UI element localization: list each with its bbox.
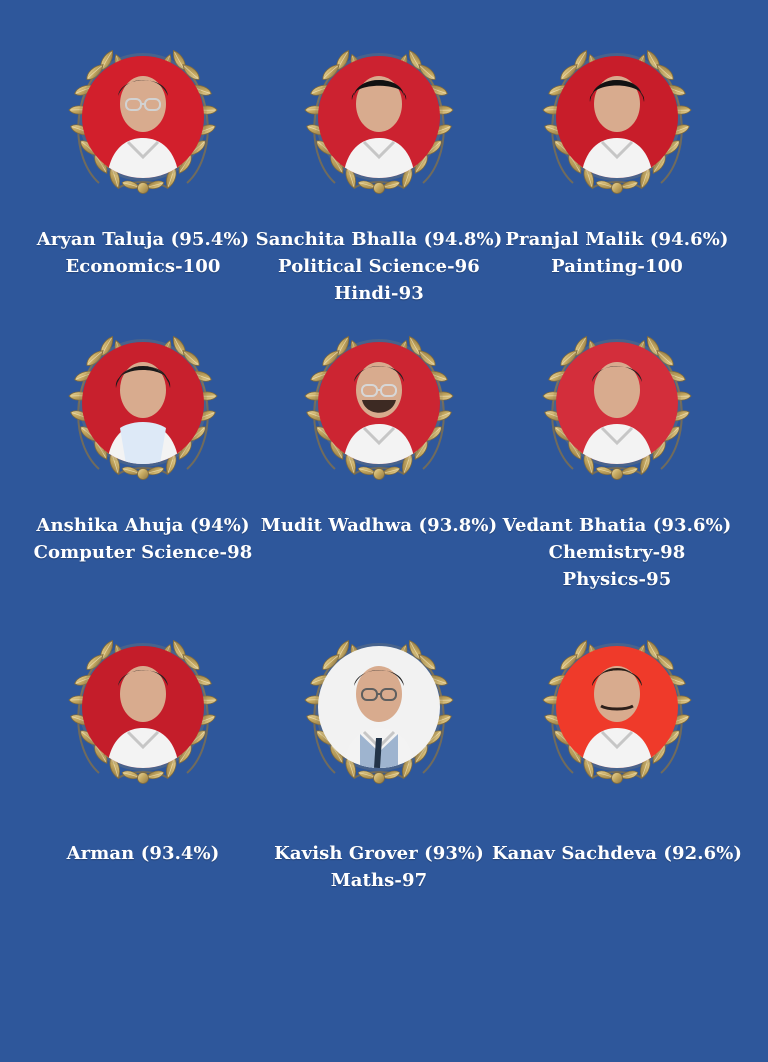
student-subject-score: Hindi-93 xyxy=(334,283,424,304)
student-info xyxy=(489,226,745,280)
student-name-score: Pranjal Malik (94.6%) xyxy=(505,229,729,250)
student-portrait xyxy=(82,56,204,178)
student-card xyxy=(15,628,271,958)
student-info xyxy=(15,512,271,566)
student-name-score: Arman (93.4%) xyxy=(66,843,220,864)
student-name-score: Mudit Wadhwa (93.8%) xyxy=(260,515,498,536)
student-name-score: Aryan Taluja (95.4%) xyxy=(36,229,250,250)
student-card xyxy=(489,324,745,654)
student-subject-score: Chemistry-98 xyxy=(548,542,686,563)
student-name-score: Kavish Grover (93%) xyxy=(274,843,484,864)
student-info xyxy=(251,840,507,894)
laurel-medal xyxy=(289,628,469,798)
laurel-medal xyxy=(527,38,707,208)
student-subject-score: Maths-97 xyxy=(330,870,428,891)
laurel-medal xyxy=(527,628,707,798)
laurel-medal xyxy=(289,324,469,494)
student-name-score: Kanav Sachdeva (92.6%) xyxy=(491,843,743,864)
student-portrait xyxy=(318,342,440,464)
student-portrait xyxy=(82,646,204,768)
student-portrait xyxy=(556,646,678,768)
student-card xyxy=(251,324,507,654)
student-info xyxy=(251,226,507,307)
laurel-medal xyxy=(527,324,707,494)
student-portrait xyxy=(318,646,440,768)
student-subject-score: Political Science-96 xyxy=(278,256,480,277)
student-subject-score: Economics-100 xyxy=(65,256,221,277)
student-card xyxy=(15,324,271,654)
laurel-medal xyxy=(53,628,233,798)
student-card xyxy=(15,38,271,368)
student-card xyxy=(251,628,507,958)
student-info xyxy=(489,840,745,867)
student-info xyxy=(489,512,745,593)
laurel-medal xyxy=(53,324,233,494)
student-info xyxy=(15,226,271,280)
student-name-score: Vedant Bhatia (93.6%) xyxy=(502,515,732,536)
student-portrait xyxy=(82,342,204,464)
student-portrait xyxy=(318,56,440,178)
student-card xyxy=(251,38,507,368)
student-card xyxy=(489,628,745,958)
laurel-medal xyxy=(53,38,233,208)
student-card xyxy=(489,38,745,368)
student-subject-score: Computer Science-98 xyxy=(33,542,253,563)
student-portrait xyxy=(556,56,678,178)
student-info xyxy=(15,840,271,867)
laurel-medal xyxy=(289,38,469,208)
student-name-score: Anshika Ahuja (94%) xyxy=(36,515,250,536)
student-portrait xyxy=(556,342,678,464)
student-info xyxy=(251,512,507,539)
student-subject-score: Painting-100 xyxy=(551,256,683,277)
student-subject-score: Physics-95 xyxy=(562,569,672,590)
student-name-score: Sanchita Bhalla (94.8%) xyxy=(255,229,503,250)
